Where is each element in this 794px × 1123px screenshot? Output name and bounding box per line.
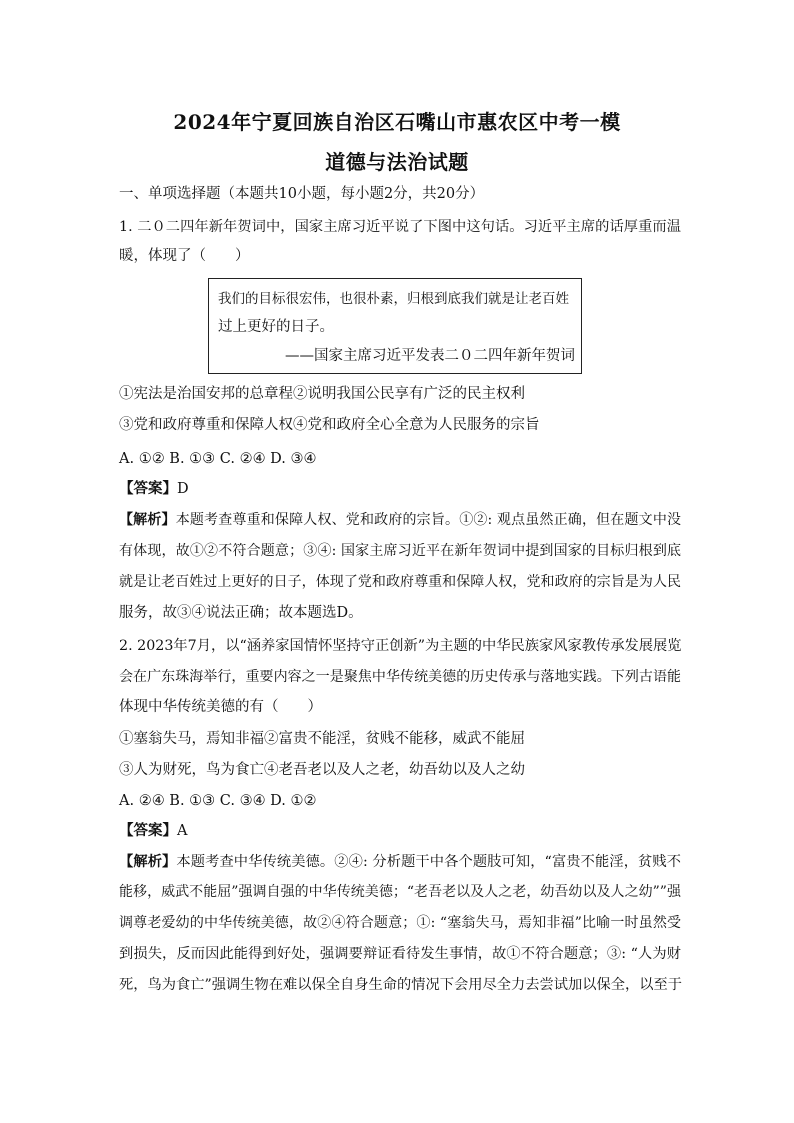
q1-quote-box <box>208 278 582 374</box>
q2-stem-line1: 2. 2023年7月，以“涵养家国情怀坚持守正创新”为主题的中华民族家风家教传承发展展览 <box>119 638 682 654</box>
q2-analysis-line2: 能移，威武不能屈”强调自强的中华传统美德；“老吾老以及人之老，幼吾幼以及人之幼””强 <box>119 884 681 900</box>
q1-quote-source: ——国家主席习近平发表二０二四年新年贺词 <box>285 348 575 364</box>
analysis-text: 本题考查尊重和保障人权、党和政府的宗旨。①②: 观点虽然正确，但在题文中没 <box>175 512 681 528</box>
analysis-text: 本题考查中华传统美德。②④: 分析题干中各个题肢可知，“富贵不能淫，贫贱不 <box>176 854 681 870</box>
q2-answer <box>119 821 681 841</box>
q1-analysis-line2: 有体现，故①②不符合题意；③④: 国家主席习近平在新年贺词中提到国家的目标归根到底 <box>119 543 681 559</box>
q1-analysis-line3: 就是让老百姓过上更好的日子，体现了党和政府尊重和保障人权，党和政府的宗旨是为人民 <box>119 574 681 590</box>
q2-stem-line2: 会在广东珠海举行，重要内容之一是聚焦中华传统美德的历史传承与落地实践。下列古语能 <box>119 669 681 685</box>
q2-stem-line3: 体现中华传统美德的有（ ） <box>119 699 322 715</box>
q1-choices: A. ①② B. ①③ C. ②④ D. ③④ <box>119 451 317 467</box>
q1-analysis-line4: 服务，故③④说法正确；故本题选D。 <box>119 605 363 621</box>
q2-analysis-line5: 死，鸟为食亡”强调生物在难以保全自身生命的情况下会用尽全力去尝试加以保全，以至于 <box>119 977 683 993</box>
q1-options-line2: ③党和政府尊重和保障人权④党和政府全心全意为人民服务的宗旨 <box>119 417 540 433</box>
answer-value: A <box>177 823 188 839</box>
answer-tag: 【答案】 <box>119 480 177 497</box>
q1-quote-line1: 我们的目标很宏伟，也很朴素，归根到底我们就是让老百姓 <box>218 291 569 307</box>
section-heading: 一、单项选择题（本题共10小题，每小题2分，共20分） <box>119 186 485 202</box>
analysis-tag: 【解析】 <box>119 512 176 528</box>
q1-quote-line2: 过上更好的日子。 <box>218 319 334 335</box>
q1-answer <box>119 479 681 499</box>
q1-stem-line1: 1. 二０二四年新年贺词中，国家主席习近平说了下图中这句话。习近平主席的话厚重而温 <box>119 219 681 235</box>
q1-stem-line2: 暖，体现了（ ） <box>119 248 250 264</box>
exam-title: 2024年宁夏回族自治区石嘴山市惠农区中考一模 <box>173 110 621 134</box>
answer-value: D <box>177 481 189 497</box>
q1-options-line1: ①宪法是治国安邦的总章程②说明我国公民享有广泛的民主权利 <box>119 386 525 402</box>
exam-subtitle: 道德与法治试题 <box>325 150 469 174</box>
q1-analysis-line1 <box>119 510 681 530</box>
q2-analysis-line3: 调尊老爱幼的中华传统美德，故②④符合题意；①: “塞翁失马，焉知非福”比喻一时虽然受 <box>119 915 681 931</box>
q2-choices: A. ②④ B. ①③ C. ③④ D. ①② <box>119 793 317 809</box>
analysis-tag: 【解析】 <box>119 854 177 870</box>
q2-options-line1: ①塞翁失马，焉知非福②富贵不能淫，贫贱不能移，威武不能屈 <box>119 731 525 747</box>
q2-options-line2: ③人为财死，鸟为食亡④老吾老以及人之老，幼吾幼以及人之幼 <box>119 762 525 778</box>
answer-tag: 【答案】 <box>119 822 177 839</box>
q2-analysis-line1 <box>119 852 681 872</box>
q2-analysis-line4: 到损失，反而因此能得到好处，强调要辩证看待发生事情，故①不符合题意；③: “人为财 <box>119 946 681 962</box>
